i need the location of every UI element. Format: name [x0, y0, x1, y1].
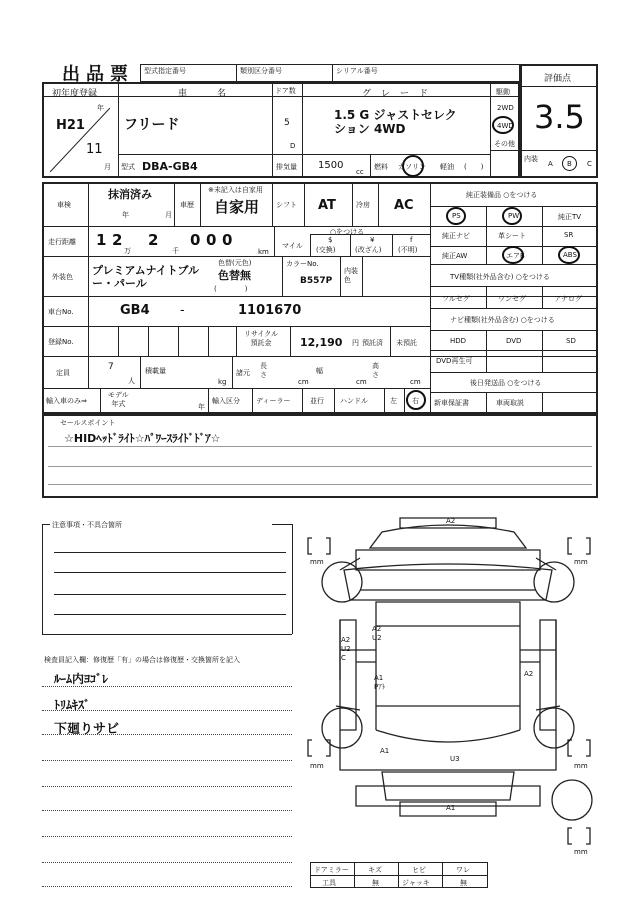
model-code: DBA-GB4 [142, 160, 198, 173]
mileage-opt1-symbol: $ [328, 236, 333, 244]
navi-dvd: DVD [506, 337, 522, 345]
mileage-opt1-text: (交換) [316, 246, 336, 254]
interior-label: 内装 [524, 155, 538, 163]
legend-jack: ジャッキ [402, 879, 430, 887]
import-dealer: ディーラー [256, 397, 291, 405]
import-type-label: 輸入区分 [212, 397, 240, 405]
equip-navi: 純正ナビ [442, 232, 470, 240]
tv-oneseg: ワンセグ [498, 295, 526, 303]
displacement: 1500 [318, 160, 344, 171]
color-code: B557P [300, 276, 333, 286]
equipment-header: 純正装備品 ○をつける [466, 191, 538, 199]
height-label: 高 さ [372, 362, 379, 379]
defect-line-1: ﾙｰﾑ内ﾖｺﾞﾚ [54, 672, 109, 686]
sales-point-box [42, 414, 598, 498]
steering-right: 右 [412, 397, 419, 405]
mileage-digit: 0 [190, 231, 201, 249]
equip-tv: 純正TV [558, 213, 582, 221]
width-cm-unit: cm [356, 378, 367, 386]
interior-c: C [587, 160, 592, 168]
equip-ps: PS [452, 212, 461, 220]
car-name: フリード [124, 117, 180, 133]
exterior-color: プレミアムナイトブル ー・パール [92, 264, 200, 290]
category-number-label: 類別区分番号 [240, 67, 282, 75]
legend-break: ワレ [456, 866, 470, 874]
legend-crack: ヒビ [412, 866, 426, 874]
equip-leather: 革シート [498, 232, 526, 240]
first-registration-label: 初年度登録 [52, 89, 98, 99]
grade-value: 1.5 G ジャストセレク ション 4WD [334, 108, 457, 136]
color-change-label: 色替(元色) [218, 259, 252, 267]
dvd-playback: DVD再生可 [436, 357, 473, 365]
mm-label-rear-left: mm [310, 762, 324, 770]
length-cm-unit: cm [298, 378, 309, 386]
legend-scratch: キズ [368, 866, 382, 874]
frame-number-label: 車台No. [48, 308, 74, 316]
equip-sr: SR [564, 231, 574, 239]
drive-4wd: 4WD [497, 122, 514, 130]
mileage-sen-unit: 千 [172, 247, 179, 255]
inspection-status: 抹消済み [108, 188, 152, 201]
damage-left-door: A1 Pｱﾄ [374, 674, 386, 691]
serial-number-label: シリアル番号 [336, 67, 378, 75]
exterior-color-label: 外装色 [52, 273, 73, 281]
frame-prefix: GB4 [120, 303, 150, 318]
inspection-month-unit: 月 [165, 211, 172, 219]
drive-label: 駆動 [496, 88, 510, 96]
load-kg-unit: kg [218, 378, 227, 386]
recycle-label: リサイクル 預託金 [244, 330, 279, 347]
mileage-opt2-symbol: ¥ [370, 236, 375, 244]
frame-dash: - [180, 303, 185, 318]
door-count: 5 [284, 118, 290, 128]
car-name-label: 車名 [178, 89, 257, 99]
fuel-other-paren: ( ) [464, 163, 484, 171]
header-id-row [140, 64, 520, 82]
ac-label: 冷房 [356, 201, 370, 209]
inspector-note-label: 検査員記入欄：修復歴「有」の場合は修復歴・交換箇所を記入 [44, 656, 240, 664]
color-code-label: カラーNo. [286, 260, 319, 268]
legend-jack-value: 無 [460, 879, 467, 887]
type-number-label: 型式指定番号 [144, 67, 186, 75]
interior-color-label: 内装 色 [344, 267, 358, 284]
recycle-amount: 12,190 [300, 336, 343, 349]
steering-right-circle [406, 390, 426, 410]
mileage-digit: 0 [222, 231, 233, 249]
mm-label-front-right: mm [574, 558, 588, 566]
mileage-label: 走行距離 [48, 238, 76, 246]
fuel-gasoline-circle [402, 155, 424, 177]
mileage-km-unit: km [258, 248, 269, 256]
model-year-label: モデル 年式 [108, 391, 129, 408]
color-change-value: 色替無 [218, 269, 251, 282]
original-color-paren: ( ) [214, 285, 248, 293]
navi-hdd: HDD [450, 337, 467, 345]
fuel-diesel: 軽油 [440, 163, 454, 171]
drive-4wd-circle [492, 116, 514, 134]
legend-tools-value: 無 [372, 879, 379, 887]
mileage-digit: 1 [96, 231, 107, 249]
height-cm-unit: cm [410, 378, 421, 386]
defect-line-2: ﾄﾘﾑｷｽﾞ [54, 698, 91, 712]
equip-abs-circle [558, 246, 580, 264]
damage-front-bumper: A2 [446, 517, 456, 525]
later-shipping-header: 後日発送品 ○をつける [470, 379, 542, 387]
navi-sd: SD [566, 337, 576, 345]
grade-label: グレード [362, 89, 439, 99]
equip-airbag: エアB [506, 252, 525, 260]
mileage-digit: 2 [112, 231, 123, 249]
steering-left: 左 [390, 397, 397, 405]
recycle-deposited: 預託済 [362, 339, 383, 347]
mileage-opt3-text: (不明) [398, 246, 418, 254]
model-year-unit: 年 [198, 403, 205, 411]
equip-ps-circle [446, 207, 466, 225]
damage-rear-panel: U3 [450, 755, 460, 763]
drive-other: その他 [494, 140, 515, 148]
drive-2wd: 2WD [497, 104, 514, 112]
history-label: 車歴 [180, 201, 194, 209]
mm-label-front-left: mm [310, 558, 324, 566]
door-count-label: ドア数 [275, 87, 296, 95]
length-label: 長 さ [260, 362, 267, 379]
capacity-value: 7 [108, 362, 114, 372]
shift-value: AT [318, 198, 336, 213]
fuel-label: 燃料 [374, 163, 388, 171]
fuel-gasoline: ガソリン [398, 163, 426, 171]
interior-a: A [548, 160, 553, 168]
first-registration-month: 11 [86, 142, 103, 157]
equip-pw-circle [502, 207, 522, 225]
first-registration-year: H21 [56, 118, 85, 133]
damage-right-door: A2 [524, 670, 534, 678]
import-only-label: 輸入車のみ⇒ [46, 397, 87, 405]
equip-airbag-circle [502, 246, 524, 264]
mileage-man-unit: 万 [124, 247, 131, 255]
mm-label-rear-right: mm [574, 762, 588, 770]
width-label: 幅 [316, 367, 323, 375]
month-unit: 月 [104, 163, 111, 171]
equip-pw: PW [508, 212, 520, 220]
mm-label-spare: mm [574, 848, 588, 856]
displacement-label: 排気量 [276, 163, 297, 171]
damage-left-fender: A2 U2 [372, 625, 382, 642]
history-note: ※未記入は自家用 [208, 186, 263, 194]
mileage-opt3-symbol: f [410, 236, 413, 244]
capacity-unit: 人 [128, 377, 135, 385]
tv-type-header: TV種類(社外品含む) ○をつける [450, 273, 550, 281]
form-title: 出品票 [62, 64, 134, 85]
navi-type-header: ナビ種類(社外品含む) ○をつける [450, 316, 555, 324]
mileage-digit: 2 [148, 231, 159, 249]
shift-label: シフト [276, 201, 297, 209]
damage-rear-bumper: A1 [446, 804, 456, 812]
sales-point-text: ☆HIDﾍｯﾄﾞﾗｲﾄ☆ﾊﾟﾜｰｽﾗｲﾄﾞﾄﾞｱ☆ [64, 432, 221, 445]
tv-analog: アナログ [554, 295, 582, 303]
mileage-opt2-text: (改ざん) [355, 246, 382, 254]
year-unit: 年 [97, 104, 104, 112]
recycle-yen-unit: 円 [352, 339, 359, 347]
dimension-label: 諸元 [236, 369, 250, 377]
mileage-digit: 0 [206, 231, 217, 249]
tv-fullseg: フルセグ [442, 295, 470, 303]
evaluation-label: 評価点 [544, 74, 572, 84]
equip-abs: ABS [563, 251, 577, 259]
door-unit: D [290, 142, 296, 150]
interior-b-circle [562, 156, 577, 171]
recycle-not-deposited: 未預託 [396, 339, 417, 347]
model-code-label: 型式 [121, 163, 135, 171]
mileage-mile-unit: マイル [282, 242, 303, 250]
inspection-year-unit: 年 [122, 211, 129, 219]
notes-label: 注意事項・不具合箇所 [52, 521, 122, 529]
steering-label: ハンドル [340, 397, 368, 405]
legend-tools: 工具 [322, 879, 336, 887]
interior-b: B [567, 160, 572, 168]
damage-left-apron: A2 U2 C [341, 636, 351, 662]
equip-aw: 純正AW [442, 252, 468, 260]
defect-line-3: 下廻りサビ [54, 722, 120, 737]
later-warranty: 新車保証書 [434, 399, 469, 407]
evaluation-score: 3.5 [534, 98, 585, 136]
legend-mirror: ドアミラー [314, 866, 349, 874]
ac-value: AC [394, 198, 414, 213]
later-manual: 車両取説 [496, 399, 524, 407]
sales-point-label: セールスポイント [60, 419, 116, 427]
cc-unit: cc [356, 168, 364, 176]
damage-left-rear: A1 [380, 747, 390, 755]
capacity-label: 定員 [56, 369, 70, 377]
frame-number: 1101670 [238, 303, 302, 318]
car-damage-diagram [300, 510, 620, 850]
load-label: 積載量 [145, 367, 166, 375]
registration-number-label: 登録No. [48, 338, 74, 346]
history-value: 自家用 [214, 198, 260, 216]
mileage-circle-note: ○をつける [330, 228, 365, 236]
inspection-label: 車検 [57, 201, 71, 209]
import-parallel: 並行 [310, 397, 324, 405]
